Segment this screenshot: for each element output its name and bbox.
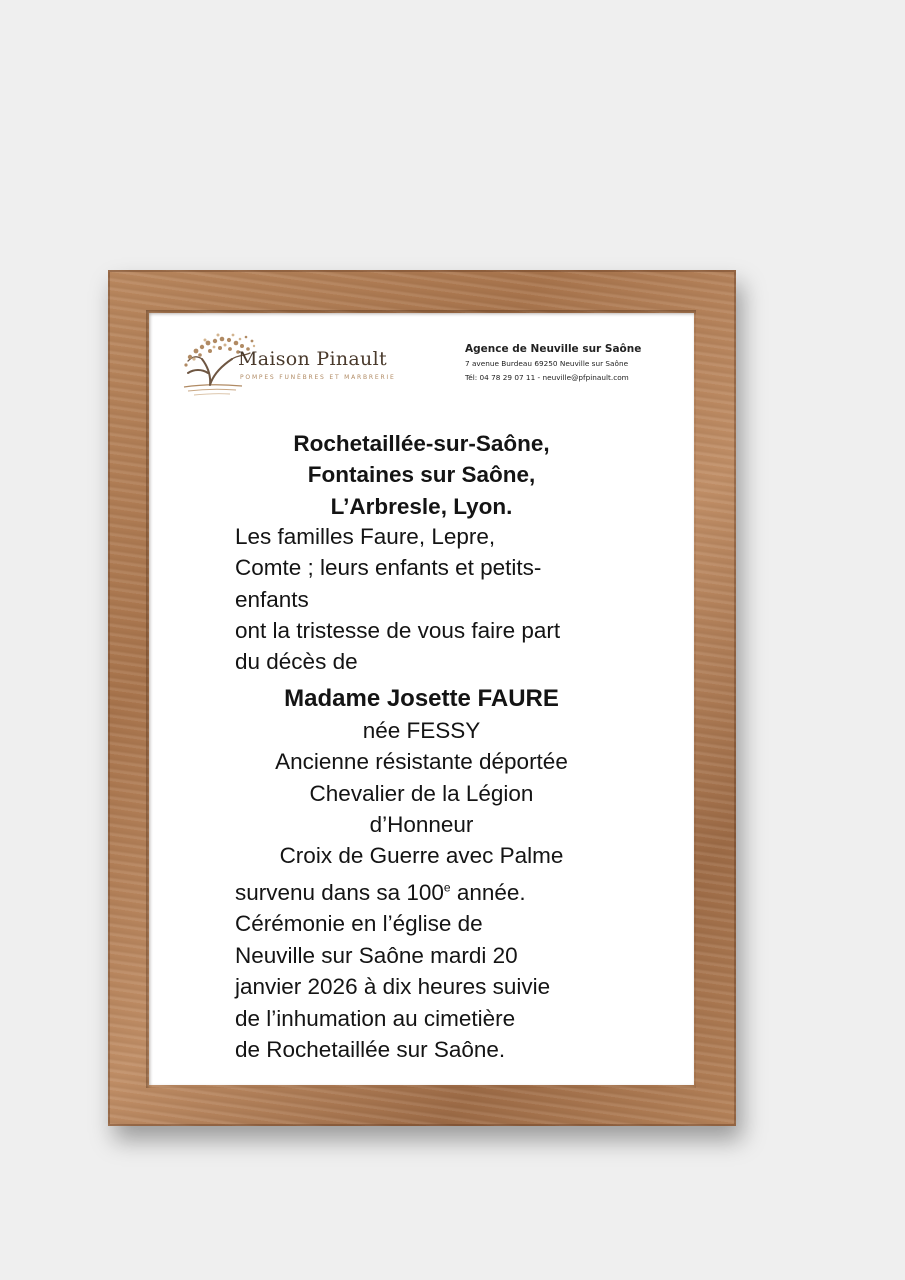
ceremony-line: janvier 2026 à dix heures suivie [235, 974, 551, 999]
title-line: Chevalier de la Légion [309, 781, 534, 806]
agency-info [465, 343, 641, 387]
obituary-notice [149, 313, 694, 1085]
title-line: Ancienne résistante déportée [275, 749, 568, 774]
age-line-sup: e [443, 880, 451, 895]
title-line: Croix de Guerre avec Palme [279, 843, 564, 868]
agency-address: 7 avenue Burdeau 69250 Neuville sur Saône [465, 359, 629, 368]
place-line: L’Arbresle, Lyon. [330, 494, 513, 519]
maison-pinault-logo [180, 329, 430, 401]
ceremony-line: de l’inhumation au cimetière [235, 1006, 516, 1031]
logo-tagline: POMPES FUNÈBRES ET MARBRERIE [240, 374, 396, 381]
family-line: Comte ; leurs enfants et petits- [235, 555, 542, 580]
title-line: née FESSY [362, 718, 481, 743]
ceremony-line: de Rochetaillée sur Saône. [235, 1037, 506, 1062]
family-line: enfants [235, 587, 309, 612]
age-line-end: année. [450, 880, 526, 905]
family-line: Les familles Faure, Lepre, [235, 524, 496, 549]
ceremony-line: Cérémonie en l’église de [235, 911, 483, 936]
place-line: Fontaines sur Saône, [307, 462, 536, 487]
picture-frame [108, 270, 736, 1126]
family-line: ont la tristesse de vous faire part [235, 618, 561, 643]
age-line-start: survenu dans sa 100 [235, 880, 444, 905]
place-line: Rochetaillée-sur-Saône, [293, 431, 550, 456]
deceased-name: Madame Josette FAURE [284, 685, 559, 712]
ceremony-line: Neuville sur Saône mardi 20 [235, 943, 518, 968]
agency-name: Agence de Neuville sur Saône [465, 343, 642, 355]
title-line: d’Honneur [369, 812, 474, 837]
age-line [235, 880, 526, 906]
family-line: du décès de [235, 649, 358, 674]
agency-contact: Tél: 04 78 29 07 11 - neuville@pfpinault.com [465, 373, 629, 382]
logo-name: Maison Pinault [238, 348, 387, 370]
